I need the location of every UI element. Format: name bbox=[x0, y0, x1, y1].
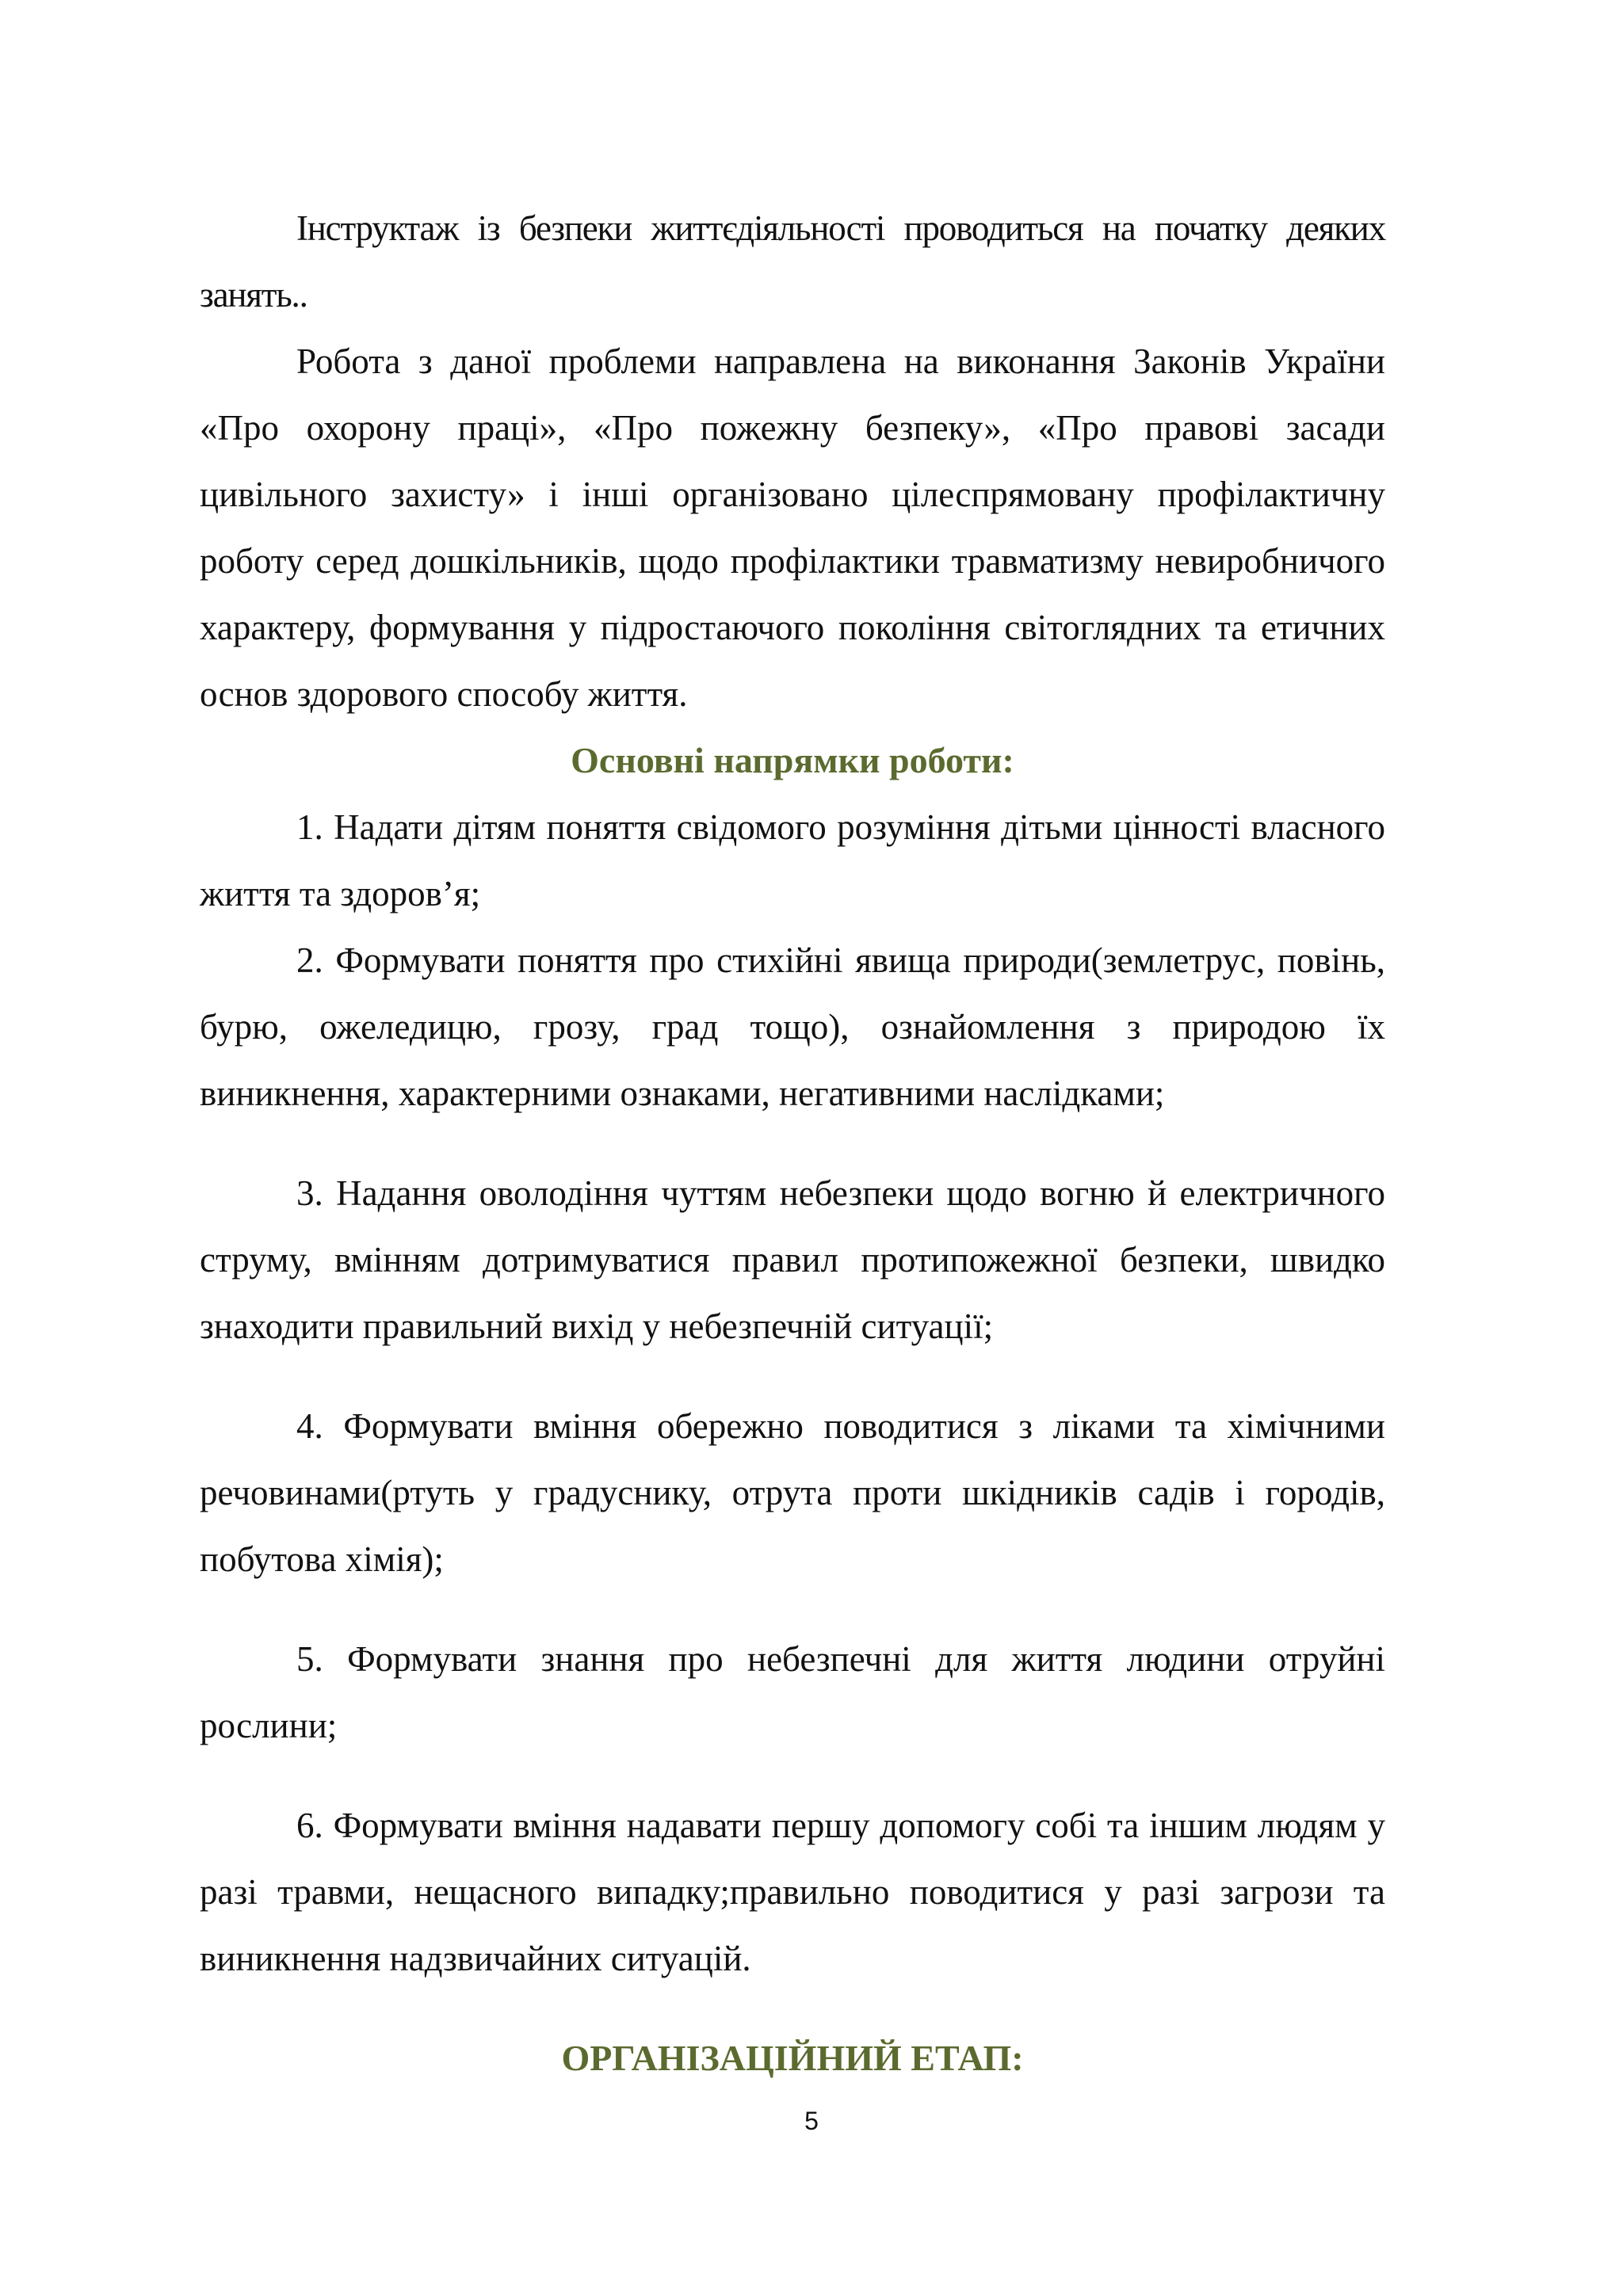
spacer bbox=[200, 1360, 1385, 1393]
list-item-4: 4. Формувати вміння обережно поводитися з ліками та хімічними речовинами(ртуть у градуснику, отрута проти шкідників садів і городів, побутова хімія); bbox=[200, 1406, 1385, 1579]
spacer bbox=[200, 1992, 1385, 2025]
spacer bbox=[200, 1759, 1385, 1792]
paragraph-instruction: Інструктаж із безпеки життєдіяльності проводиться на початку деяких занять.. bbox=[200, 208, 1385, 315]
section-heading: Основні напрямки роботи: bbox=[571, 740, 1014, 780]
document-body bbox=[200, 195, 1385, 2092]
list-item-3: 3. Надання оволодіння чуттям небезпеки щодо вогню й електричного струму, вмінням дотримуватися правил протипожежної безпеки, швидко знаходити правильний вихід у небезпечній ситуації; bbox=[200, 1173, 1385, 1346]
page-number: 5 bbox=[804, 2107, 819, 2135]
paragraph-laws: Робота з даної проблеми направлена на виконання Законів України «Про охорону праці», «Про пожежну безпеку», «Про правові засади цивільного захисту» і інші організовано цілеспрямовану профілактичну роботу серед дошкільників, щодо профілактики травматизму невиробничого характеру, формування у підростаючого покоління світоглядних та етичних основ здорового способу життя. bbox=[200, 341, 1385, 714]
stage-heading: ОРГАНІЗАЦІЙНИЙ ЕТАП: bbox=[561, 2038, 1024, 2078]
spacer bbox=[200, 1592, 1385, 1626]
list-item-2: 2. Формувати поняття про стихійні явища природи(землетрус, повінь, бурю, ожеледицю, грозу, град тощо), ознайомлення з природою їх виникнення, характерними ознаками, негативними наслідками; bbox=[200, 940, 1385, 1113]
list-item-6: 6. Формувати вміння надавати першу допомогу собі та іншим людям у разі травми, нещасного випадку;правильно поводитися у разі загрози та виникнення надзвичайних ситуацій. bbox=[200, 1806, 1385, 1978]
list-item-1: 1. Надати дітям поняття свідомого розуміння дітьми цінності власного життя та здоров’я; bbox=[200, 807, 1385, 913]
list-item-5: 5. Формувати знання про небезпечні для життя людини отруйні рослини; bbox=[200, 1639, 1385, 1745]
spacer bbox=[200, 1127, 1385, 1160]
